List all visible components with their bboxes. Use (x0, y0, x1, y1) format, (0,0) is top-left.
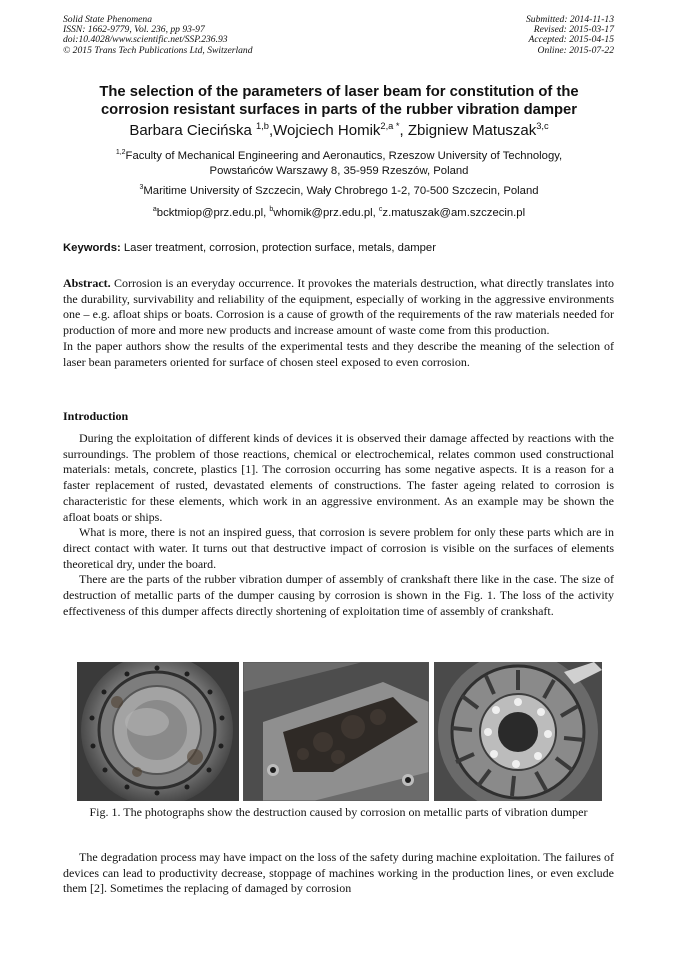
affiliation-3 (40, 184, 638, 199)
affiliation-3-text: Maritime University of Szczecin, Wały Chrobrego 1-2, 70-500 Szczecin, Poland (143, 185, 539, 197)
introduction-heading: Introduction (63, 409, 129, 423)
keywords-text: Laser treatment, corrosion, protection surface, metals, damper (120, 242, 436, 254)
affiliation-1 (40, 149, 638, 179)
author-list (40, 122, 638, 140)
body-text (63, 850, 614, 897)
figure-1-caption: Fig. 1. The photographs show the destruction caused by corrosion on metallic parts of vibration dumper (89, 805, 588, 819)
abstract-text-1: Corrosion is an everyday occurrence. It provokes the materials destruction, what directly translates into the durability, survivability and reliability of the equipment, especially of working in the aggressive environments one – e.g. afloat ships or boats. Corrosion is a cause of growth of the requirements of the raw materials needed for production of more and more new products and increase amount of waste come from this production. (63, 276, 614, 338)
email-list (40, 206, 638, 221)
keywords (63, 241, 615, 255)
photo-damper-ring (77, 662, 239, 801)
journal-name: Solid State Phenomena (63, 14, 152, 25)
intro-paragraph-1: During the exploitation of different kinds of devices it is observed their damage affected by reactions with the surroundings. The problem of those reactions, chemical or electrochemical, relates common used constructional materials: metals, concrete, plastics [1]. The corrosion occurring has some negative aspects. It is a reason for a faster replacement of rusted, devastated elements of constructions. The faster ageing related to corrosion is characteristic for these elements, which work in an aggressive environment. As an example may be shown the afloat boats or ships. (63, 431, 614, 524)
intro-paragraph-3: There are the parts of the rubber vibration dumper of assembly of crankshaft there like in the case. The size of destruction of metallic parts of the dumper causing by corrosion is shown in the Fig. 1. The loss of the activity effectiveness of this dumper affects directly shortening of exploitation time of assembly of crankshaft. (63, 572, 614, 618)
photo-corroded-segment (243, 662, 429, 801)
abstract-label: Abstract. (63, 276, 111, 290)
affiliation-1-line-1: Faculty of Mechanical Engineering and Aeronautics, Rzeszow University of Technology, (125, 150, 563, 162)
submitted-date: Submitted: 2014-11-13 (525, 14, 614, 25)
email-c-sup: c (378, 206, 383, 214)
online-date: Online: 2015-07-22 (537, 44, 614, 56)
copyright-line: © 2015 Trans Tech Publications Ltd, Switzerland (63, 44, 253, 56)
abstract-paragraph-1 (63, 276, 614, 339)
author-3: , Zbigniew Matuszak (399, 122, 537, 139)
title-line-1: The selection of the parameters of laser beam for constitution of the (99, 84, 579, 100)
journal-info (63, 15, 253, 56)
email-a: bcktmiop@prz.edu.pl, (156, 207, 270, 219)
figure-1 (77, 662, 602, 801)
doi-line: doi:10.4028/www.scientific.net/SSP.236.93 (63, 34, 228, 46)
introduction-body (63, 431, 614, 619)
affiliation-1-line-2: Powstańców Warszawy 8, 35-959 Rzeszów, Poland (209, 165, 469, 177)
author-1-affil: 1,b (256, 121, 269, 131)
email-c: z.matuszak@am.szczecin.pl (382, 207, 526, 219)
issn-line: ISSN: 1662-9779, Vol. 236, pp 93-97 (63, 24, 205, 36)
abstract-paragraph-2: In the paper authors show the results of the experimental tests and they describe the meaning of the selection of laser bean parameters oriented for surface of chosen steel exposed to even corrosion. (63, 338, 614, 369)
keywords-label: Keywords: (63, 242, 121, 254)
affiliation-1-sup: 1,2 (115, 149, 126, 157)
dates-info (526, 15, 614, 56)
body-paragraph-1: The degradation process may have impact on the loss of the safety during machine exploitation. The failures of devices can lead to productivity decrease, stoppage of machines working in the production lines, or even exclude them [2]. Sometimes the replacing of damaged by corrosion (63, 850, 614, 896)
author-1: Barbara Ciecińska (129, 122, 257, 139)
email-b-sup: b (269, 206, 274, 214)
author-2: ,Wojciech Homik (268, 122, 381, 139)
title-line-2: corrosion resistant surfaces in parts of the rubber vibration damper (100, 101, 578, 118)
accepted-date: Accepted: 2015-04-15 (528, 34, 614, 46)
email-b: whomik@prz.edu.pl, (273, 207, 379, 219)
photo-damper-hub (434, 662, 602, 801)
affiliation-3-sup: 3 (139, 184, 144, 192)
revised-date: Revised: 2015-03-17 (533, 24, 614, 36)
intro-paragraph-2: What is more, there is not an inspired guess, that corrosion is severe problem for only these parts which are in direct contact with water. It turns out that destructive impact of corrosion is visible on the surfaces of elements theoretical dry, under the board. (63, 525, 614, 571)
email-a-sup: a (152, 206, 157, 214)
author-2-affil: 2,a * (380, 121, 400, 131)
paper-title (40, 84, 638, 119)
abstract (63, 276, 614, 370)
author-3-affil: 3,c (536, 121, 549, 131)
